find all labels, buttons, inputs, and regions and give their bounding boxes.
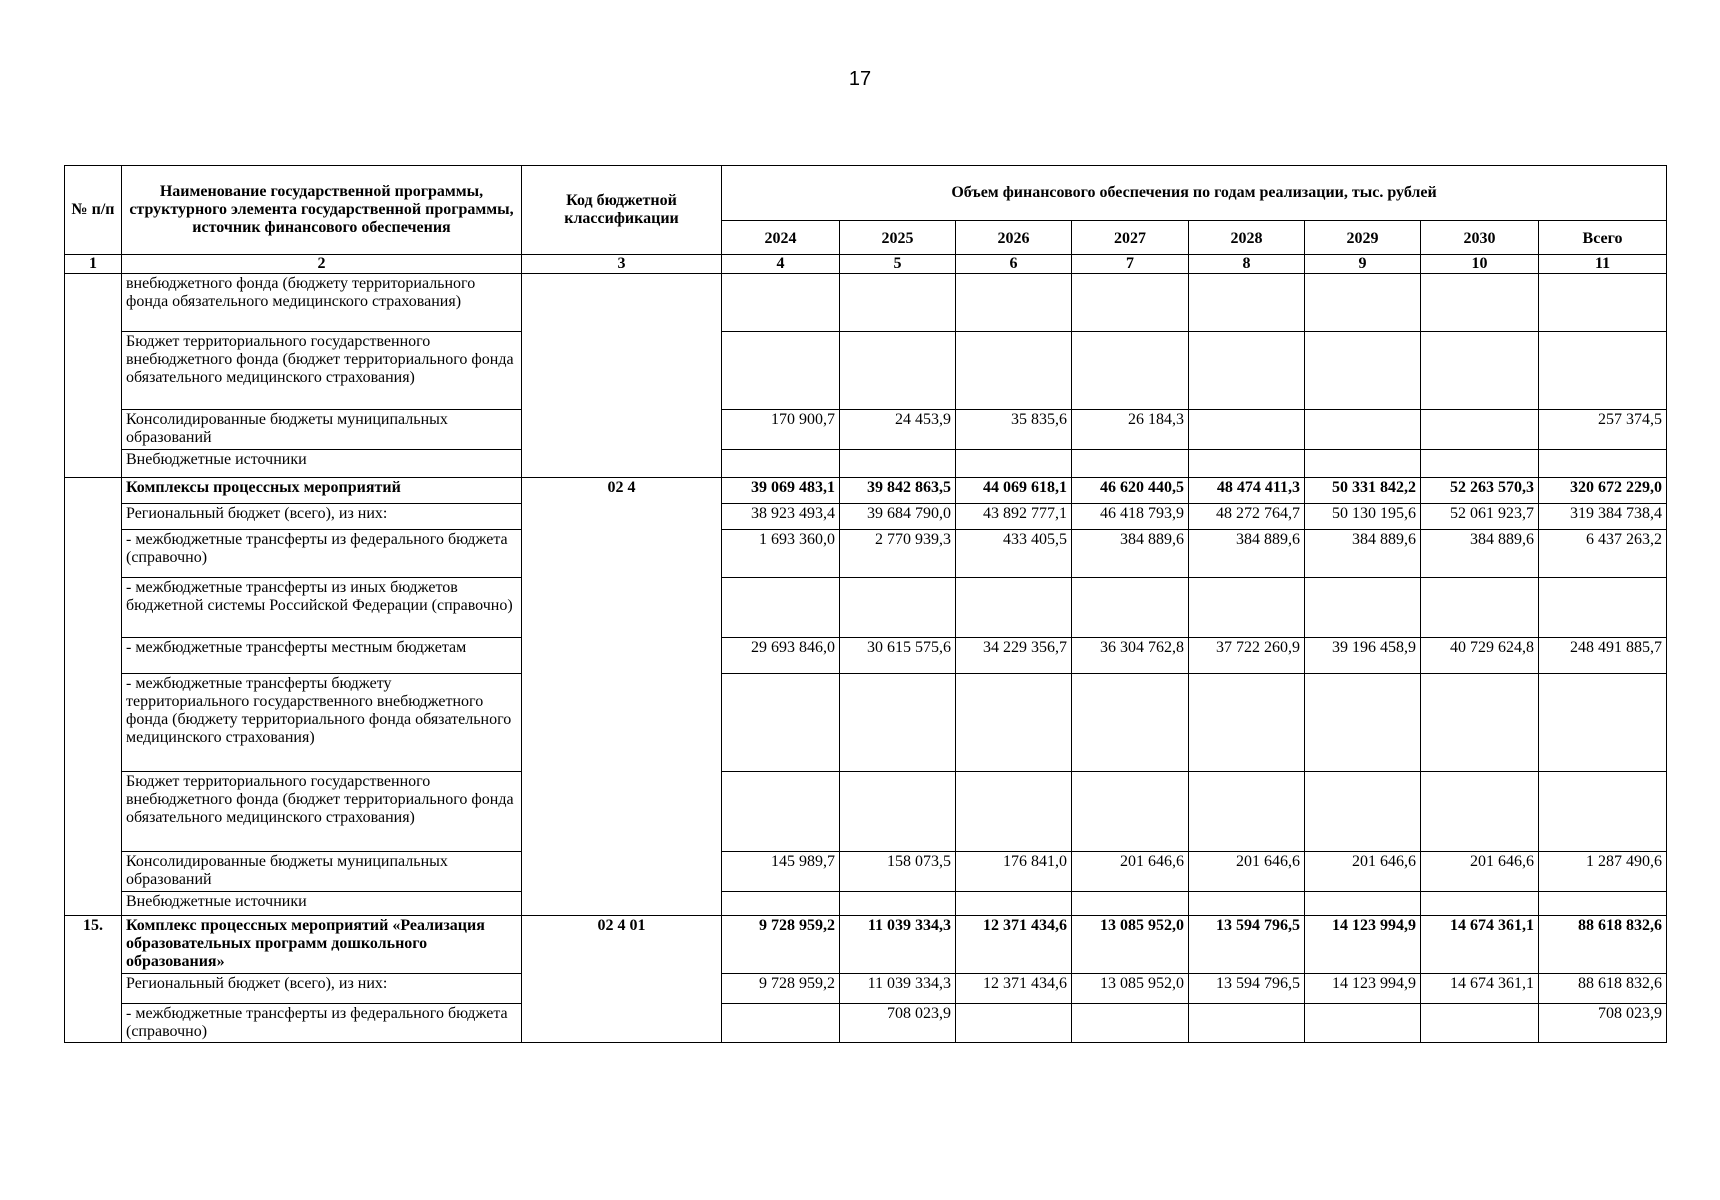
cell-value: 708 023,9 (840, 1004, 956, 1043)
cell-name: Региональный бюджет (всего), из них: (122, 974, 522, 1004)
cell-value: 39 684 790,0 (840, 504, 956, 530)
header-year: 2030 (1421, 221, 1539, 255)
cell-value (722, 772, 840, 852)
cell-value: 39 196 458,9 (1305, 638, 1421, 674)
cell-value (1305, 332, 1421, 410)
table-row (65, 638, 1667, 674)
header-column-number: 1 (65, 255, 122, 274)
cell-value (1305, 1004, 1421, 1043)
cell-value: 248 491 885,7 (1539, 638, 1667, 674)
cell-value (1305, 674, 1421, 772)
cell-value (1539, 332, 1667, 410)
header-column-number: 8 (1189, 255, 1305, 274)
cell-value: 34 229 356,7 (956, 638, 1072, 674)
header-year: Всего (1539, 221, 1667, 255)
cell-budget-code: 02 4 01 (522, 916, 722, 1043)
cell-value: 29 693 846,0 (722, 638, 840, 674)
cell-budget-code: 02 4 (522, 478, 722, 916)
cell-value: 52 061 923,7 (1421, 504, 1539, 530)
cell-value (956, 450, 1072, 478)
header-column-number: 5 (840, 255, 956, 274)
cell-value (1421, 274, 1539, 332)
cell-value: 38 923 493,4 (722, 504, 840, 530)
cell-value: 44 069 618,1 (956, 478, 1072, 504)
cell-value: 88 618 832,6 (1539, 916, 1667, 974)
cell-name: Внебюджетные источники (122, 892, 522, 916)
cell-value: 384 889,6 (1305, 530, 1421, 578)
cell-value (840, 274, 956, 332)
cell-value: 257 374,5 (1539, 410, 1667, 450)
cell-value: 14 123 994,9 (1305, 974, 1421, 1004)
cell-value (956, 1004, 1072, 1043)
cell-value: 2 770 939,3 (840, 530, 956, 578)
header-year: 2024 (722, 221, 840, 255)
cell-value: 384 889,6 (1072, 530, 1189, 578)
header-column-numbers-row (65, 255, 1667, 274)
table-row (65, 410, 1667, 450)
cell-value: 201 646,6 (1421, 852, 1539, 892)
table-row (65, 578, 1667, 638)
cell-name: Консолидированные бюджеты муниципальных образований (122, 410, 522, 450)
cell-value: 145 989,7 (722, 852, 840, 892)
cell-value: 384 889,6 (1421, 530, 1539, 578)
cell-value: 52 263 570,3 (1421, 478, 1539, 504)
cell-name: Комплексы процессных мероприятий (122, 478, 522, 504)
cell-value (840, 892, 956, 916)
cell-value (1421, 450, 1539, 478)
cell-value: 158 073,5 (840, 852, 956, 892)
cell-value (1189, 450, 1305, 478)
cell-value: 30 615 575,6 (840, 638, 956, 674)
cell-value (1421, 674, 1539, 772)
cell-value (1421, 892, 1539, 916)
cell-name: Консолидированные бюджеты муниципальных образований (122, 852, 522, 892)
cell-value: 13 594 796,5 (1189, 916, 1305, 974)
cell-name: - межбюджетные трансферты из федерального бюджета (справочно) (122, 530, 522, 578)
cell-value (1421, 578, 1539, 638)
cell-name: - межбюджетные трансферты из федерального бюджета (справочно) (122, 1004, 522, 1043)
cell-value: 13 085 952,0 (1072, 974, 1189, 1004)
cell-value: 88 618 832,6 (1539, 974, 1667, 1004)
cell-value (722, 274, 840, 332)
header-column-number: 4 (722, 255, 840, 274)
header-year: 2026 (956, 221, 1072, 255)
cell-budget-code (522, 274, 722, 478)
cell-value (1539, 450, 1667, 478)
cell-value: 37 722 260,9 (1189, 638, 1305, 674)
cell-name: - межбюджетные трансферты бюджету территориального государственного внебюджетного фонда (бюджету территориального фонда обязательного медицинского страхования) (122, 674, 522, 772)
budget-table (64, 165, 1667, 1043)
table-row (65, 852, 1667, 892)
cell-value (1305, 410, 1421, 450)
cell-value: 201 646,6 (1305, 852, 1421, 892)
table-row (65, 504, 1667, 530)
cell-value (1189, 578, 1305, 638)
page-number: 17 (848, 68, 872, 90)
header-code: Код бюджетной классификации (522, 166, 722, 255)
cell-value (840, 674, 956, 772)
cell-value (956, 274, 1072, 332)
table-row (65, 332, 1667, 410)
cell-value (1189, 274, 1305, 332)
cell-value (1421, 332, 1539, 410)
table-row (65, 916, 1667, 974)
cell-name: Бюджет территориального государственного внебюджетного фонда (бюджет территориального фонда обязательного медицинского страхования) (122, 772, 522, 852)
cell-value: 708 023,9 (1539, 1004, 1667, 1043)
table-row (65, 274, 1667, 332)
cell-value: 43 892 777,1 (956, 504, 1072, 530)
cell-value: 6 437 263,2 (1539, 530, 1667, 578)
cell-value: 1 693 360,0 (722, 530, 840, 578)
cell-name: Комплекс процессных мероприятий «Реализация образовательных программ дошкольного образования» (122, 916, 522, 974)
cell-value: 46 418 793,9 (1072, 504, 1189, 530)
cell-value: 11 039 334,3 (840, 916, 956, 974)
cell-value (956, 578, 1072, 638)
cell-value (722, 332, 840, 410)
cell-value (840, 332, 956, 410)
header-year: 2029 (1305, 221, 1421, 255)
cell-value (722, 578, 840, 638)
header-year: 2028 (1189, 221, 1305, 255)
cell-value (956, 892, 1072, 916)
cell-value: 48 272 764,7 (1189, 504, 1305, 530)
cell-value: 170 900,7 (722, 410, 840, 450)
cell-value: 48 474 411,3 (1189, 478, 1305, 504)
cell-value (722, 892, 840, 916)
cell-value: 13 085 952,0 (1072, 916, 1189, 974)
cell-value: 35 835,6 (956, 410, 1072, 450)
cell-name: Региональный бюджет (всего), из них: (122, 504, 522, 530)
table-body (65, 274, 1667, 1043)
cell-value: 433 405,5 (956, 530, 1072, 578)
cell-row-number: 15. (65, 916, 122, 1043)
cell-row-number (65, 274, 122, 478)
cell-value (1421, 1004, 1539, 1043)
cell-value (722, 674, 840, 772)
cell-value: 12 371 434,6 (956, 974, 1072, 1004)
cell-value: 12 371 434,6 (956, 916, 1072, 974)
cell-value: 11 039 334,3 (840, 974, 956, 1004)
header-column-number: 3 (522, 255, 722, 274)
cell-value: 176 841,0 (956, 852, 1072, 892)
table-row (65, 892, 1667, 916)
cell-value (1305, 892, 1421, 916)
cell-value (1189, 332, 1305, 410)
cell-value: 50 130 195,6 (1305, 504, 1421, 530)
cell-value: 50 331 842,2 (1305, 478, 1421, 504)
header-year: 2025 (840, 221, 956, 255)
header-no: № п/п (65, 166, 122, 255)
header-column-number: 9 (1305, 255, 1421, 274)
cell-value (1539, 578, 1667, 638)
header-column-number: 10 (1421, 255, 1539, 274)
cell-value: 201 646,6 (1189, 852, 1305, 892)
cell-value: 26 184,3 (1072, 410, 1189, 450)
cell-value: 1 287 490,6 (1539, 852, 1667, 892)
cell-value (722, 1004, 840, 1043)
cell-value (1539, 274, 1667, 332)
cell-value: 39 069 483,1 (722, 478, 840, 504)
cell-value (1072, 674, 1189, 772)
cell-value (1189, 1004, 1305, 1043)
header-column-number: 6 (956, 255, 1072, 274)
cell-value (1189, 674, 1305, 772)
cell-value: 36 304 762,8 (1072, 638, 1189, 674)
header-name: Наименование государственной программы, структурного элемента государственной программы, источник финансового обеспечения (122, 166, 522, 255)
cell-value (1072, 1004, 1189, 1043)
cell-row-number (65, 478, 122, 916)
cell-value (956, 674, 1072, 772)
cell-value: 319 384 738,4 (1539, 504, 1667, 530)
cell-value: 320 672 229,0 (1539, 478, 1667, 504)
table-row (65, 478, 1667, 504)
cell-value (1189, 772, 1305, 852)
cell-value: 201 646,6 (1072, 852, 1189, 892)
cell-value (1539, 892, 1667, 916)
cell-name: - межбюджетные трансферты из иных бюджетов бюджетной системы Российской Федерации (справочно) (122, 578, 522, 638)
cell-value (1072, 274, 1189, 332)
cell-value: 14 674 361,1 (1421, 916, 1539, 974)
header-volume: Объем финансового обеспечения по годам реализации, тыс. рублей (722, 166, 1667, 221)
cell-value (1305, 274, 1421, 332)
cell-value (1072, 450, 1189, 478)
table-row (65, 772, 1667, 852)
cell-value (1421, 410, 1539, 450)
cell-name: - межбюджетные трансферты местным бюджетам (122, 638, 522, 674)
cell-value (1072, 578, 1189, 638)
cell-value: 14 123 994,9 (1305, 916, 1421, 974)
header-year: 2027 (1072, 221, 1189, 255)
cell-value (1539, 674, 1667, 772)
cell-value: 24 453,9 (840, 410, 956, 450)
table-row (65, 674, 1667, 772)
cell-value (1421, 772, 1539, 852)
table-row (65, 1004, 1667, 1043)
cell-value: 13 594 796,5 (1189, 974, 1305, 1004)
header-column-number: 7 (1072, 255, 1189, 274)
header-column-number: 11 (1539, 255, 1667, 274)
cell-value (1539, 772, 1667, 852)
cell-name: внебюджетного фонда (бюджету территориального фонда обязательного медицинского страхования) (122, 274, 522, 332)
cell-value: 46 620 440,5 (1072, 478, 1189, 504)
cell-value (1072, 892, 1189, 916)
cell-value (1189, 892, 1305, 916)
cell-value (840, 772, 956, 852)
cell-value: 39 842 863,5 (840, 478, 956, 504)
table-row (65, 450, 1667, 478)
cell-value: 40 729 624,8 (1421, 638, 1539, 674)
cell-value (956, 772, 1072, 852)
cell-value (722, 450, 840, 478)
cell-value (1305, 578, 1421, 638)
cell-value: 9 728 959,2 (722, 974, 840, 1004)
table-row (65, 530, 1667, 578)
cell-value (956, 332, 1072, 410)
cell-name: Внебюджетные источники (122, 450, 522, 478)
cell-value: 384 889,6 (1189, 530, 1305, 578)
cell-value (1072, 332, 1189, 410)
cell-value: 14 674 361,1 (1421, 974, 1539, 1004)
table-row (65, 974, 1667, 1004)
header-column-number: 2 (122, 255, 522, 274)
cell-value (840, 450, 956, 478)
cell-value (1189, 410, 1305, 450)
cell-value (1305, 450, 1421, 478)
cell-value (840, 578, 956, 638)
cell-value (1072, 772, 1189, 852)
cell-value: 9 728 959,2 (722, 916, 840, 974)
cell-name: Бюджет территориального государственного внебюджетного фонда (бюджет территориального фонда обязательного медицинского страхования) (122, 332, 522, 410)
cell-value (1305, 772, 1421, 852)
